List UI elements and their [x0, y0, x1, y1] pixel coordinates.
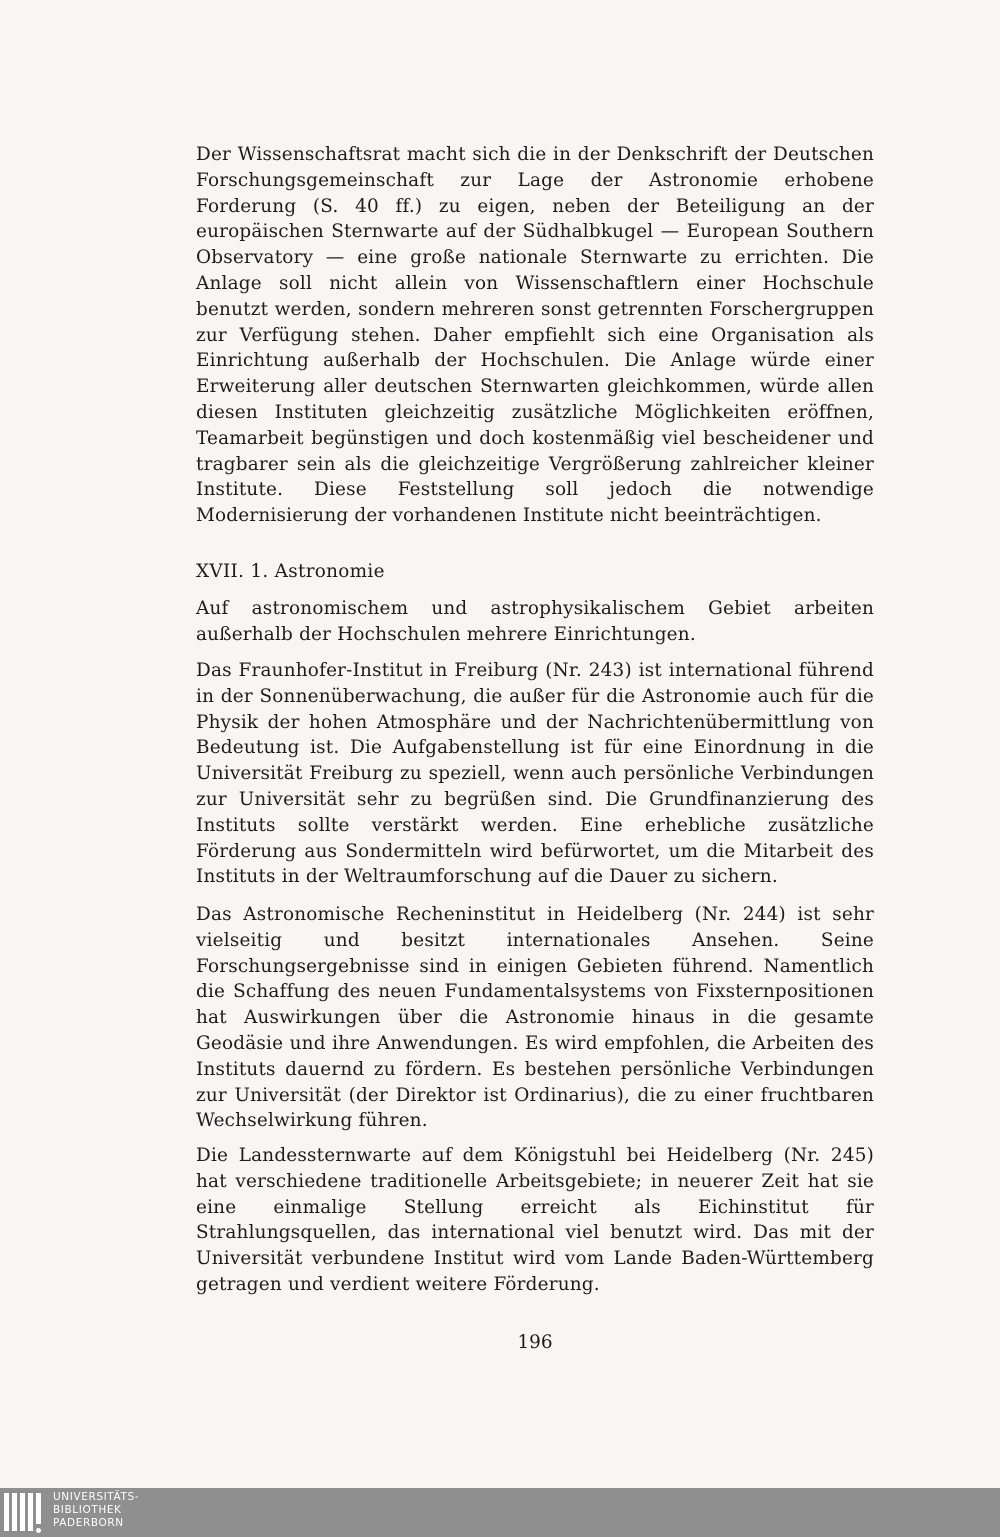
logo-dot-icon	[36, 1528, 41, 1533]
paragraph-institutions: Auf astronomischem und astrophysikalischem Gebiet arbeiten außerhalb der Hochschulen mehrere Einrichtungen.	[196, 598, 874, 645]
paragraph-landessternwarte: Die Landessternwarte auf dem Königstuhl bei Heidelberg (Nr. 245) hat verschiedene traditionelle Arbeitsgebiete; in neuerer Zeit hat sie eine einmalige Stellung erreicht als Eichinstitut für Strahlungsquellen, das international viel benutzt wird. Das mit der Universität verbundene Institut wird vom Lande Baden-Württemberg getragen und verdient weitere Förderung.	[196, 1145, 874, 1295]
library-name	[53, 1491, 139, 1530]
library-footer	[0, 1488, 1000, 1537]
library-name-line-2: BIBLIOTHEK	[53, 1504, 122, 1516]
section-heading: XVII. 1. Astronomie	[196, 561, 385, 582]
library-name-line-1: UNIVERSITÄTS-	[53, 1491, 140, 1503]
paragraph-fraunhofer: Das Fraunhofer-Institut in Freiburg (Nr. 243) ist international führend in der Sonnenüberwachung, die außer für die Astronomie auch für die Physik der hohen Atmosphäre und der Nachrichtenübermittlung von Bedeutung ist. Die Aufgabenstellung ist für eine Einordnung in die Universität Freiburg zu speziell, wenn auch persönliche Verbindungen zur Universität sehr zu begrüßen sind. Die Grundfinanzierung des Instituts sollte verstärkt werden. Eine erhebliche zusätzliche Förderung aus Sondermitteln wird befürwortet, um die Mitarbeit des Instituts in der Weltraumforschung auf die Dauer zu sichern.	[196, 660, 874, 888]
page-number: 196	[517, 1332, 553, 1353]
library-name-line-3: PADERBORN	[53, 1517, 124, 1529]
paragraph-recheninstitut: Das Astronomische Recheninstitut in Heidelberg (Nr. 244) ist sehr vielseitig und besitzt internationales Ansehen. Seine Forschungsergebnisse sind in einigen Gebieten führend. Namentlich die Schaffung des neuen Fundamentalsystems von Fixsternpositionen hat Auswirkungen über die Astronomie hinaus in die gesamte Geodäsie und ihre Anwendungen. Es wird empfohlen, die Arbeiten des Instituts dauernd zu fördern. Es bestehen persönliche Verbindungen zur Universität (der Direktor ist Ordinarius), die zu einer fruchtbaren Wechselwirkung führen.	[196, 904, 874, 1132]
paragraph-intro: Der Wissenschaftsrat macht sich die in der Denkschrift der Deutschen Forschungsgemeinschaft zur Lage der Astronomie erhobene Forderung (S. 40 ff.) zu eigen, neben der Beteiligung an der europäischen Sternwarte auf der Südhalbkugel — European Southern Observatory — eine große nationale Sternwarte zu errichten. Die Anlage soll nicht allein von Wissenschaftlern einer Hochschule benutzt werden, sondern mehreren sonst getrennten Forschergruppen zur Verfügung stehen. Daher empfiehlt sich eine Organisation als Einrichtung außerhalb der Hochschulen. Die Anlage würde einer Erweiterung aller deutschen Sternwarten gleichkommen, würde allen diesen Instituten gleichzeitig zusätzliche Möglichkeiten eröffnen, Teamarbeit begünstigen und doch kostenmäßig viel bescheidener und tragbarer sein als die gleichzeitige Vergrößerung zahlreicher kleiner Institute. Diese Feststellung soll jedoch die notwendige Modernisierung der vorhandenen Institute nicht beeinträchtigen.	[196, 144, 874, 527]
